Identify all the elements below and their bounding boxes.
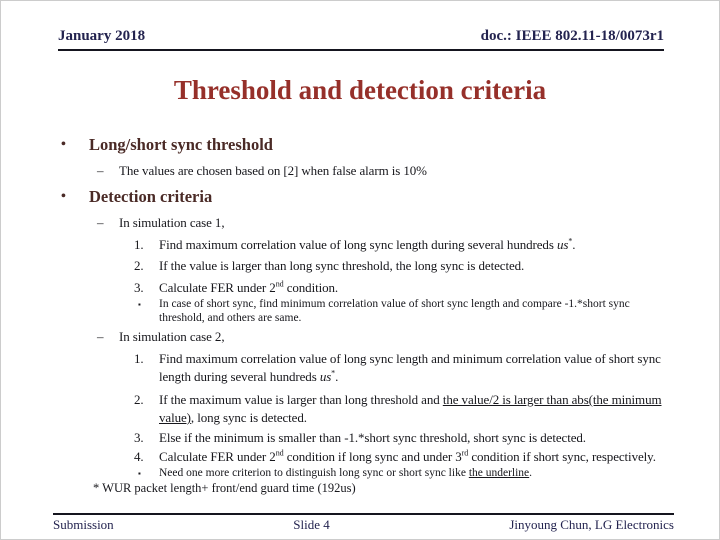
case2-note [1, 466, 720, 481]
footnote-asterisk: * [568, 236, 573, 246]
square-bullet-icon: ▪ [138, 469, 141, 478]
footnote-text: * WUR packet length+ front/end guard time (192us) [93, 481, 356, 495]
dash-icon: – [97, 163, 104, 178]
list-number: 1. [134, 351, 144, 366]
case1-item-3-text: Calculate FER under 2nd condition. [159, 279, 339, 295]
case1-label: In simulation case 1, [119, 215, 225, 230]
list-number: 1. [134, 237, 144, 252]
case2-item-2-text: If the maximum value is larger than long threshold and the value/2 is larger than abs(the minimum value), long sync is detected. [159, 392, 662, 425]
us-italic: us [556, 237, 569, 252]
list-number: 3. [134, 430, 144, 445]
case1-note [1, 297, 720, 325]
underlined-condition: the value/2 is larger than abs(the minimum value) [159, 392, 662, 425]
square-bullet-icon: ▪ [138, 300, 141, 309]
slide-title: Threshold and detection criteria [173, 75, 547, 105]
case2-item-4-text: Calculate FER under 2nd condition if long sync and under 3rd condition if short sync, respectively. [159, 448, 656, 464]
header-divider [58, 49, 664, 51]
case1-item-2-text: If the value is larger than long sync threshold, the long sync is detected. [159, 258, 525, 273]
case1-note-text: In case of short sync, find minimum correlation value of short sync length and compare -1.*short sync threshold, and others are same. [159, 298, 630, 324]
header-date: January 2018 [58, 28, 146, 44]
footer-author: Jinyoung Chun, LG Electronics [509, 517, 674, 532]
underlined-phrase: the underline [468, 467, 530, 479]
case1-item-2 [1, 257, 720, 275]
dash-icon: – [97, 329, 104, 344]
header-doc-number: doc.: IEEE 802.11-18/0073r1 [480, 28, 664, 44]
list-number: 2. [134, 258, 144, 273]
us-italic: us [319, 369, 332, 384]
ordinal-suffix: nd [275, 279, 284, 289]
slide-footer [53, 517, 674, 533]
dash-icon: – [97, 215, 104, 230]
list-number: 4. [134, 449, 144, 464]
sub-bullet-case1 [1, 214, 720, 231]
list-number: 2. [134, 392, 144, 407]
bullet-dot-icon: • [61, 137, 66, 152]
case2-item-1-text: Find maximum correlation value of long sync length and minimum correlation value of short sync length during several hundreds us*. [159, 351, 661, 384]
slide-footnote [1, 481, 720, 496]
case2-note-text: Need one more criterion to distinguish long sync or short sync like the underline. [159, 467, 533, 479]
bullet-long-short-sync-threshold [1, 135, 720, 155]
sub-bullet-text: The values are chosen based on [2] when false alarm is 10% [119, 163, 427, 178]
bullet-dot-icon: • [61, 189, 66, 204]
case2-item-1 [1, 350, 720, 386]
sub-bullet-threshold-values [1, 162, 720, 179]
footnote-asterisk: * [331, 368, 336, 378]
bullet-label: Long/short sync threshold [89, 135, 273, 154]
footer-submission: Submission [53, 517, 114, 532]
case2-item-3-text: Else if the minimum is smaller than -1.*short sync threshold, short sync is detected. [159, 430, 586, 445]
slide-header [58, 28, 664, 45]
bullet-label: Detection criteria [89, 187, 213, 206]
list-number: 3. [134, 280, 144, 295]
slide-body [1, 127, 720, 496]
case2-item-2 [1, 391, 720, 427]
bullet-detection-criteria [1, 187, 720, 207]
sub-bullet-case2 [1, 328, 720, 345]
case2-item-4 [1, 448, 720, 466]
ordinal-suffix: nd [275, 448, 284, 458]
case2-label: In simulation case 2, [119, 329, 225, 344]
footer-divider [53, 513, 674, 515]
case2-item-3 [1, 429, 720, 447]
footer-slide-number: Slide 4 [293, 517, 330, 532]
case1-item-1 [1, 236, 720, 254]
case1-item-3 [1, 279, 720, 297]
ordinal-suffix: rd [461, 448, 469, 458]
case1-item-1-text: Find maximum correlation value of long sync length during several hundreds us*. [159, 236, 576, 252]
